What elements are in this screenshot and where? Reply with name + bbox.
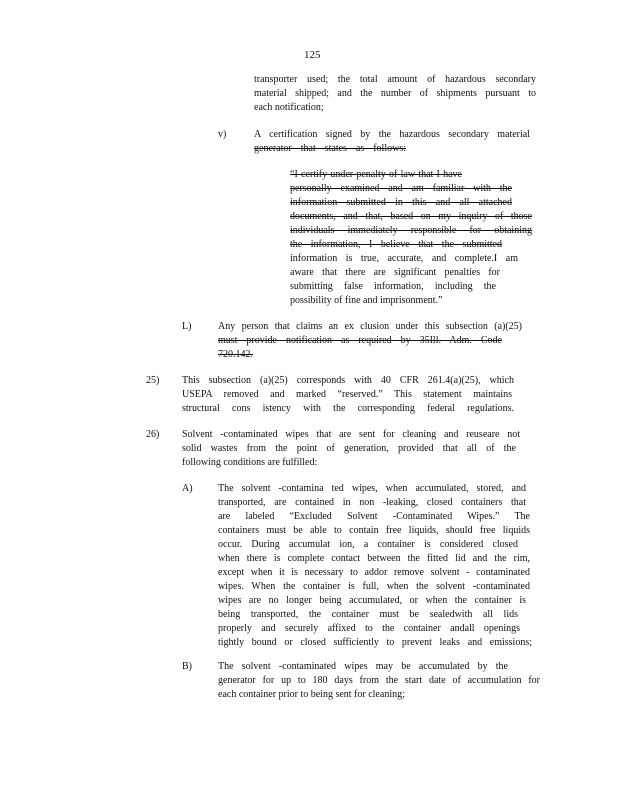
struck-text-line: must provide notification as required by 35Ill. Adm. Code <box>218 335 502 346</box>
list-label: L) <box>182 321 192 332</box>
text-line: aware that there are significant penalties for <box>290 267 500 278</box>
struck-text-line: individuals immediately responsible for obtaining <box>290 225 532 236</box>
list-label: 26) <box>146 429 160 440</box>
text-line: being transported, the container must be sealedwith all lids <box>218 609 518 620</box>
text-line: This subsection (a)(25) corresponds with 40 CFR 261.4(a)(25), which <box>182 375 514 386</box>
text-line: generator for up to 180 days from the start date of accumulation for <box>218 675 540 686</box>
struck-text-line: “I certify under penalty of law that I have <box>290 169 462 180</box>
text-line: A certification signed by the hazardous secondary material <box>254 129 530 140</box>
text-line: tightly bound or closed sufficiently to prevent leaks and emissions; <box>218 637 532 648</box>
text-line: wipes are no longer being accumulated, or when the container is <box>218 595 526 606</box>
text-line: The solvent -contamina ted wipes, when accumulated, stored, and <box>218 483 526 494</box>
struck-text-line: personally examined and am familiar with the <box>290 183 512 194</box>
text-line: USEPA removed and marked “reserved.” This statement maintains <box>182 389 512 400</box>
struck-text-line: generator that states as follows: <box>254 143 406 154</box>
text-line: information is true, accurate, and complete.I am <box>290 253 518 264</box>
text-line: Any person that claims an ex clusion under this subsection (a)(25) <box>218 321 522 332</box>
text-line: when there is complete contact between the fitted lid and the rim, <box>218 553 530 564</box>
text-line: wipes. When the container is full, when the solvent -contaminated <box>218 581 530 592</box>
list-label: B) <box>182 661 192 672</box>
text-line: occur. During accumulat ion, a container is considered closed <box>218 539 518 550</box>
text-line: except when it is necessary to addor remove solvent - contaminated <box>218 567 530 578</box>
struck-text-line: documents, and that, based on my inquiry of those <box>290 211 532 222</box>
list-label: v) <box>218 129 227 140</box>
text-line: submitting false information, including the <box>290 281 496 292</box>
list-label: A) <box>182 483 193 494</box>
text-line: containers must be able to contain free liquids, should free liquids <box>218 525 530 536</box>
text-line: each notification; <box>254 102 324 113</box>
text-line: The solvent -contaminated wipes may be accumulated by the <box>218 661 508 672</box>
struck-text-line: the information, I believe that the submitted <box>290 239 502 250</box>
text-line: transporter used; the total amount of hazardous secondary <box>254 74 536 85</box>
text-line: following conditions are fulfilled: <box>182 457 318 468</box>
text-line: solid wastes from the point of generation, provided that all of the <box>182 443 516 454</box>
text-line: material shipped; and the number of shipments pursuant to <box>254 88 536 99</box>
text-line: properly and securely affixed to the container andall openings <box>218 623 520 634</box>
text-line: Solvent -contaminated wipes that are sent for cleaning and reuseare not <box>182 429 520 440</box>
text-line: transported, are contained in non -leaking, closed containers that <box>218 497 526 508</box>
page-number: 125 <box>304 49 321 61</box>
text-line: structural cons istency with the corresponding federal regulations. <box>182 403 514 414</box>
struck-text-line: 720.142. <box>218 349 253 360</box>
text-line: possibility of fine and imprisonment.” <box>290 295 443 306</box>
text-line: each container prior to being sent for cleaning; <box>218 689 405 700</box>
text-line: are labeled “Excluded Solvent -Contaminated Wipes.” The <box>218 511 530 522</box>
list-label: 25) <box>146 375 160 386</box>
struck-text-line: information submitted in this and all attached <box>290 197 512 208</box>
